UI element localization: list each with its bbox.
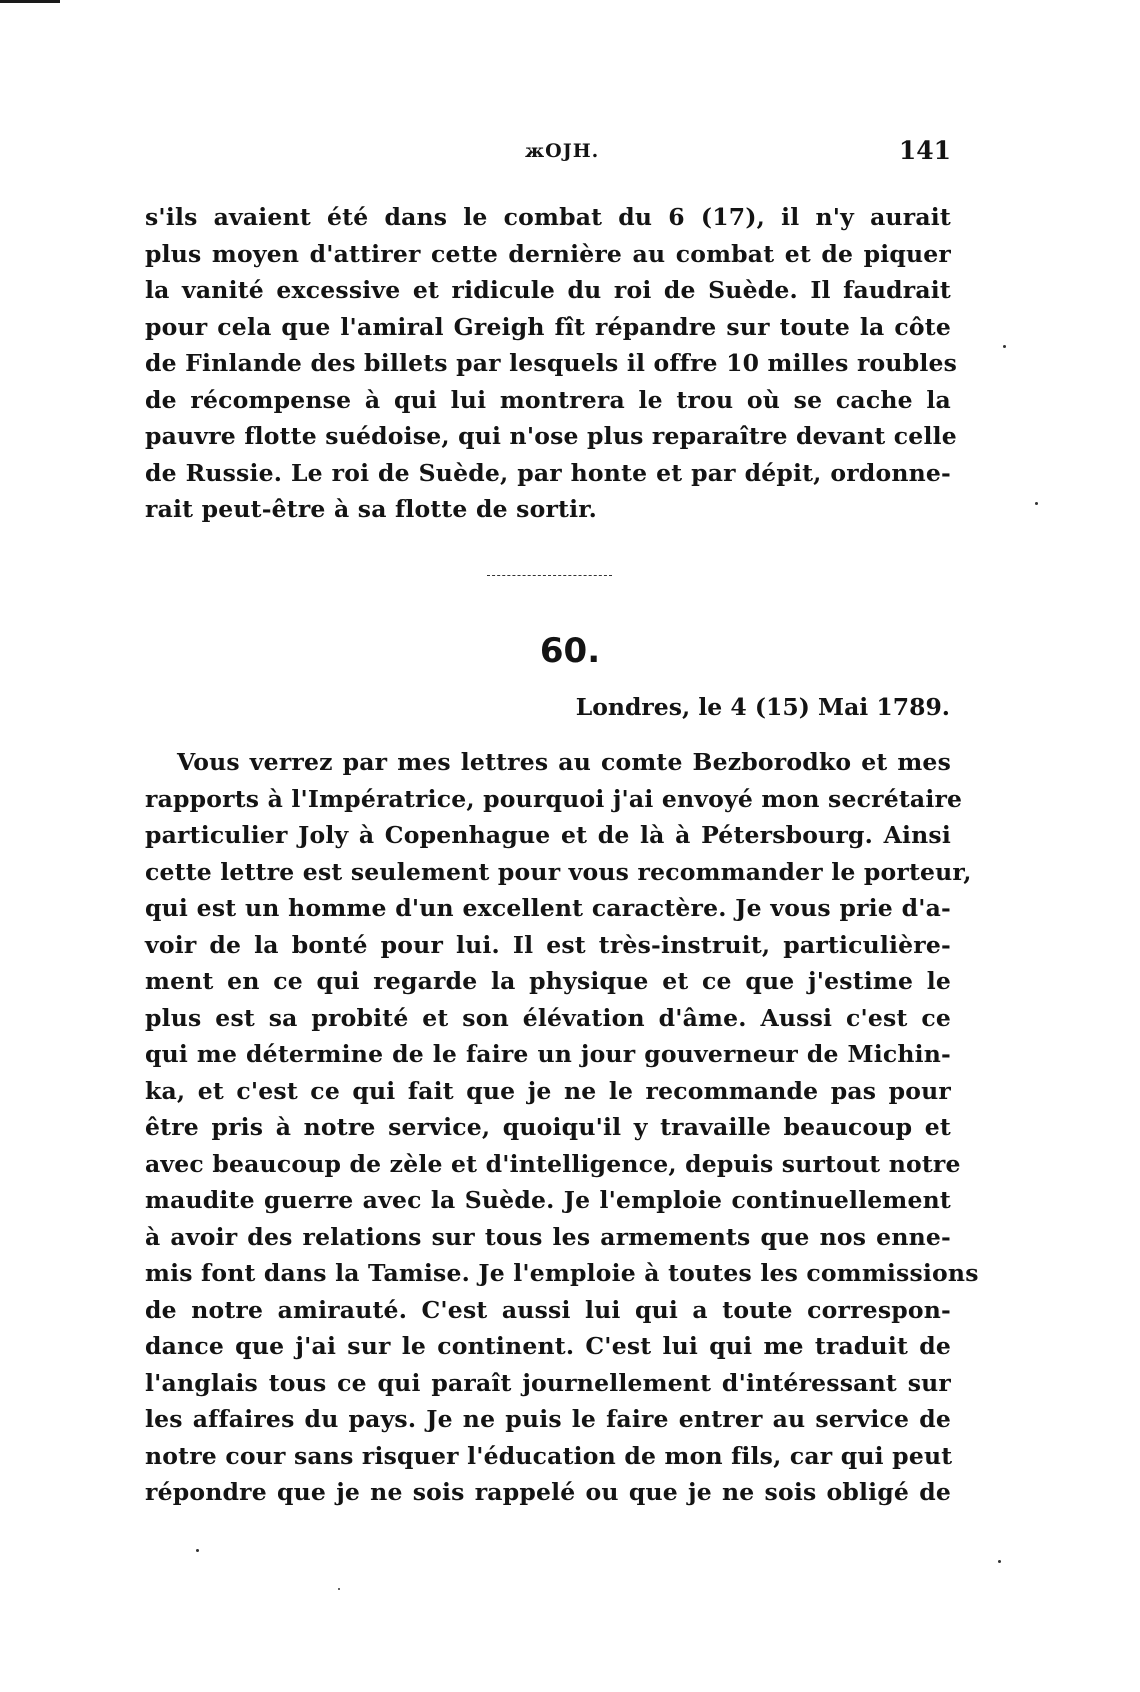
text-line: à avoir des relations sur tous les armements que nos enne- [145, 1222, 951, 1251]
letter-number: 60. [539, 631, 601, 671]
text-line: de Russie. Le roi de Suède, par honte et par dépit, ordonne- [145, 458, 951, 487]
scan-speck [196, 1549, 199, 1552]
text-line: pour cela que l'amiral Greigh fît répandre sur toute la côte [145, 312, 951, 341]
letter-body [145, 744, 979, 1511]
text-line: notre cour sans risquer l'éducation de mon fils, car qui peut [145, 1441, 953, 1470]
text-line: ka, et c'est ce qui fait que je ne le recommande pas pour [145, 1076, 951, 1105]
running-head: жОЈН. [525, 140, 600, 162]
scan-speck [338, 1588, 340, 1590]
text-line: qui me détermine de le faire un jour gouverneur de Michin- [145, 1040, 951, 1068]
scan-edge-mark [0, 0, 60, 3]
text-line: mis font dans la Tamise. Je l'emploie à toutes les commissions [145, 1259, 979, 1287]
scan-speck [998, 1560, 1001, 1563]
text-line: plus est sa probité et son élévation d'âme. Aussi c'est ce [145, 1003, 951, 1032]
scan-speck [1003, 345, 1006, 348]
text-line: qui est un homme d'un excellent caractère. Je vous prie d'a- [145, 894, 951, 922]
text-line: de Finlande des billets par lesquels il offre 10 milles roubles [145, 349, 958, 377]
text-line: s'ils avaient été dans le combat du 6 (17), il n'y aurait [145, 203, 951, 231]
page-number: 141 [898, 136, 951, 165]
text-line: dance que j'ai sur le continent. C'est lui qui me traduit de [145, 1332, 951, 1360]
text-line: être pris à notre service, quoiqu'il y travaille beaucoup et [145, 1113, 951, 1141]
text-line: cette lettre est seulement pour vous recommander le porteur, [145, 857, 972, 886]
text-line: de notre amirauté. C'est aussi lui qui a toute correspon- [145, 1295, 951, 1324]
section-separator [487, 575, 612, 577]
text-line: avec beaucoup de zèle et d'intelligence, depuis surtout notre [145, 1149, 961, 1178]
text-line: pauvre flotte suédoise, qui n'ose plus reparaître devant celle [145, 422, 957, 450]
letter-dateline: Londres, le 4 (15) Mai 1789. [575, 693, 950, 721]
text-line: Vous verrez par mes lettres au comte Bezborodko et mes [177, 748, 951, 776]
text-line: les affaires du pays. Je ne puis le faire entrer au service de [145, 1405, 951, 1433]
text-line: rait peut-être à sa flotte de sortir. [145, 495, 598, 523]
text-line: plus moyen d'attirer cette dernière au combat et de piquer [145, 239, 951, 268]
page-header [145, 136, 951, 180]
text-line: particulier Joly à Copenhague et de là à Pétersbourg. Ainsi [145, 821, 951, 849]
text-line: voir de la bonté pour lui. Il est très-instruit, particulière- [145, 930, 951, 959]
text-line: de récompense à qui lui montrera le trou où se cache la [145, 385, 951, 414]
text-line: maudite guerre avec la Suède. Je l'emploie continuellement [145, 1186, 951, 1214]
text-line: ment en ce qui regarde la physique et ce que j'estime le [145, 967, 951, 995]
paragraph-continued [145, 199, 958, 528]
text-line: répondre que je ne sois rappelé ou que je ne sois obligé de [145, 1478, 951, 1506]
scan-speck [1035, 502, 1038, 505]
text-line: rapports à l'Impératrice, pourquoi j'ai envoyé mon secrétaire [145, 784, 963, 813]
text-line: l'anglais tous ce qui paraît journellement d'intéressant sur [145, 1368, 951, 1397]
text-line: la vanité excessive et ridicule du roi de Suède. Il faudrait [145, 276, 951, 304]
